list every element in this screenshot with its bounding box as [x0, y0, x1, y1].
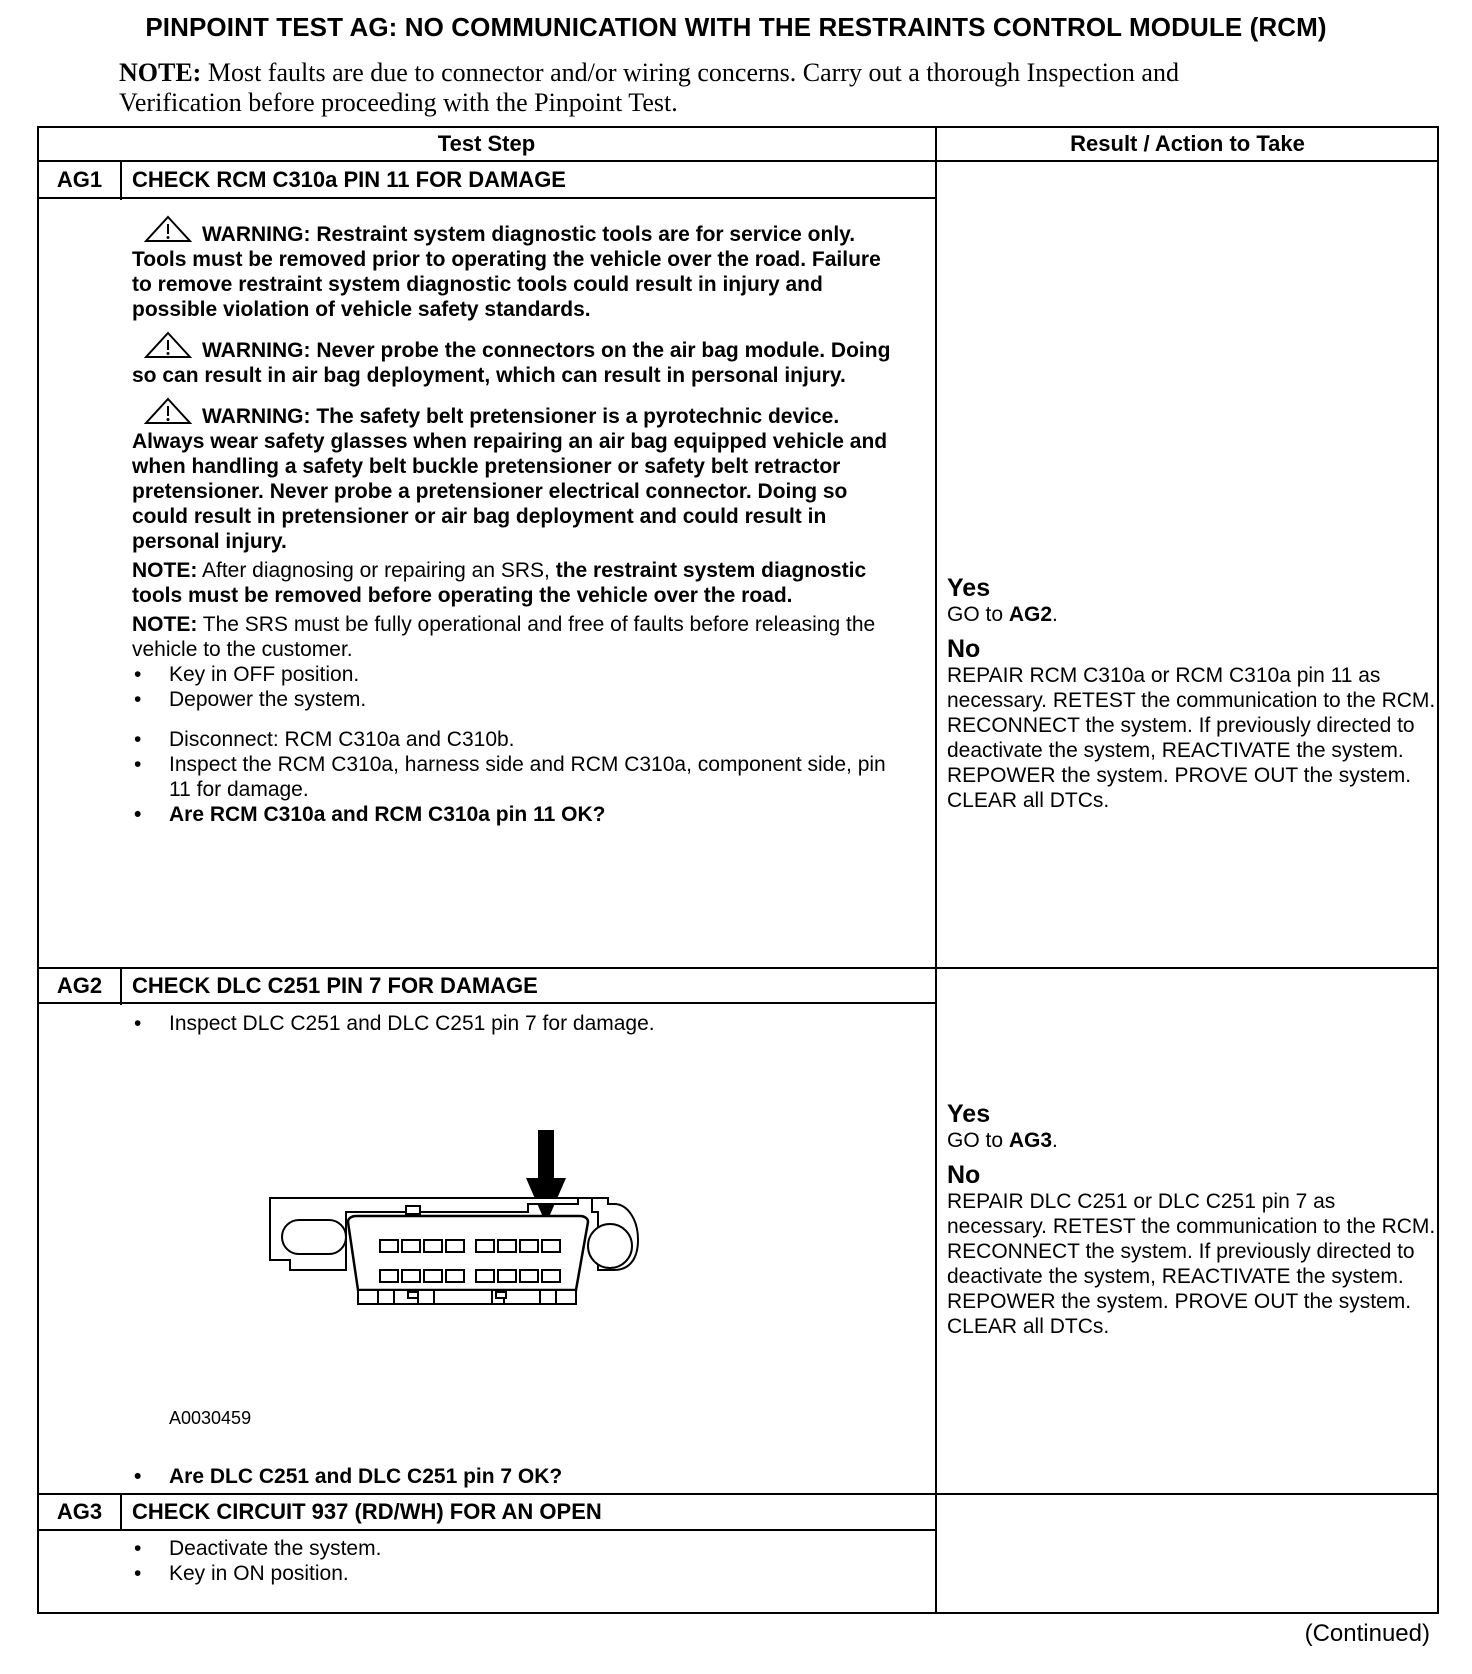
list-item: • Disconnect: RCM C310a and C310b.: [132, 727, 902, 752]
ag1-title-rule: [38, 197, 935, 199]
no-label: No: [947, 1161, 981, 1189]
ag3-title-rule: [38, 1529, 935, 1531]
intro-note-label: NOTE:: [119, 58, 202, 87]
yes-target: AG2: [1008, 603, 1053, 626]
pin-indicator-arrow-icon: [526, 1130, 566, 1224]
note-label: NOTE:: [132, 613, 198, 636]
ag1-note-2: [132, 612, 902, 662]
yes-target: AG3: [1008, 1129, 1053, 1152]
ag1-note-1: [132, 558, 902, 608]
step-title-ag3: CHECK CIRCUIT 937 (RD/WH) FOR AN OPEN: [132, 1499, 602, 1524]
warning-triangle-icon: [144, 331, 192, 359]
warning-1: [132, 222, 902, 322]
header-test-step: Test Step: [437, 131, 536, 156]
warning-3: [132, 404, 902, 554]
warning-2: [132, 338, 902, 388]
ag1-steps-a: [132, 662, 902, 712]
note-text: After diagnosing or repairing an SRS,: [197, 559, 556, 582]
continued-label: (Continued): [1304, 1620, 1430, 1647]
warning-2-text: WARNING: Never probe the connectors on the air bag module. Doing so can result in air bag deployment, which can result in personal injury.: [132, 339, 891, 387]
no-label: No: [947, 635, 981, 663]
note-label: NOTE:: [132, 559, 198, 582]
intro-note: [119, 58, 1269, 118]
yes-text: GO to: [947, 1129, 1009, 1152]
intro-note-text: Most faults are due to connector and/or wiring concerns. Carry out a thorough Inspection and Verification before proceeding with the Pinpoint Test.: [119, 58, 1179, 117]
ag2-body: [132, 1011, 902, 1036]
yes-action: GO to AG3.: [947, 1129, 1058, 1152]
column-divider: [935, 127, 937, 1613]
step-title-ag1: CHECK RCM C310a PIN 11 FOR DAMAGE: [132, 167, 566, 192]
yes-text: GO to: [947, 603, 1009, 626]
step-id-ag2: AG2: [56, 973, 103, 998]
ag1-steps-b: [132, 727, 902, 827]
ag1-question: • Are RCM C310a and RCM C310a pin 11 OK?: [132, 802, 902, 827]
warning-1-text: WARNING: Restraint system diagnostic tools are for service only. Tools must be removed prior to operating the vehicle over the road. Failure to remove restraint system diagnostic tools could result in injury and possible violation of vehicle safety standards.: [132, 223, 881, 321]
yes-action: GO to AG2.: [947, 603, 1058, 626]
note-text: The SRS must be fully operational and free of faults before releasing the vehicle to the customer.: [132, 613, 876, 661]
list-item: • Deactivate the system.: [132, 1536, 902, 1561]
id-divider-ag3: [120, 1493, 122, 1531]
id-divider-ag1: [120, 160, 122, 200]
warning-triangle-icon: [144, 397, 192, 425]
list-item: • Key in ON position.: [132, 1561, 902, 1586]
ag1-result: [947, 574, 1437, 813]
ag2-end-rule: [38, 1493, 1438, 1495]
ag3-body: [132, 1536, 902, 1586]
header-rule: [38, 160, 1438, 162]
yes-label: Yes: [947, 1100, 991, 1128]
id-divider-ag2: [120, 967, 122, 1005]
list-item: • Inspect the RCM C310a, harness side and RCM C310a, component side, pin 11 for damage.: [132, 752, 902, 802]
ag1-end-rule: [38, 967, 1438, 969]
header-result: Result / Action to Take: [1070, 131, 1305, 156]
ag2-title-rule: [38, 1002, 935, 1004]
dlc-connector-diagram: [258, 1120, 648, 1330]
warning-3-text: WARNING: The safety belt pretensioner is a pyrotechnic device. Always wear safety glasses when repairing an air bag equipped vehicle and when handling a safety belt buckle pretensioner or safety belt retractor pretensioner. Never probe a pretensioner electrical connector. Doing so could result in pretensioner or air bag deployment and could result in personal injury.: [132, 405, 888, 553]
list-item: • Depower the system.: [132, 687, 902, 712]
figure-id: A0030459: [169, 1408, 252, 1428]
list-item: • Inspect DLC C251 and DLC C251 pin 7 for damage.: [132, 1011, 902, 1036]
note-bold-text: the restraint system diagnostic tools must be removed before operating the vehicle over the road.: [132, 559, 867, 607]
list-item: • Key in OFF position.: [132, 662, 902, 687]
warning-triangle-icon: [144, 215, 192, 243]
step-title-ag2: CHECK DLC C251 PIN 7 FOR DAMAGE: [132, 973, 538, 998]
ag2-result: [947, 1100, 1437, 1339]
page-title: PINPOINT TEST AG: NO COMMUNICATION WITH THE RESTRAINTS CONTROL MODULE (RCM): [145, 12, 1327, 42]
ag1-body: [132, 222, 902, 827]
yes-label: Yes: [947, 574, 991, 602]
step-id-ag3: AG3: [56, 1499, 103, 1524]
no-action: REPAIR DLC C251 or DLC C251 pin 7 as necessary. RETEST the communication to the RCM. RECONNECT the system. If previously directed to deactivate the system, REACTIVATE the system. REPOWER the system. PROVE OUT the system. CLEAR all DTCs.: [947, 1190, 1436, 1338]
no-action: REPAIR RCM C310a or RCM C310a pin 11 as necessary. RETEST the communication to the RCM. RECONNECT the system. If previously directed to deactivate the system, REACTIVATE the system. REPOWER the system. PROVE OUT the system. CLEAR all DTCs.: [947, 664, 1436, 812]
step-id-ag1: AG1: [56, 167, 103, 192]
ag2-question-wrap: [132, 1464, 902, 1489]
ag2-question: • Are DLC C251 and DLC C251 pin 7 OK?: [132, 1464, 902, 1489]
